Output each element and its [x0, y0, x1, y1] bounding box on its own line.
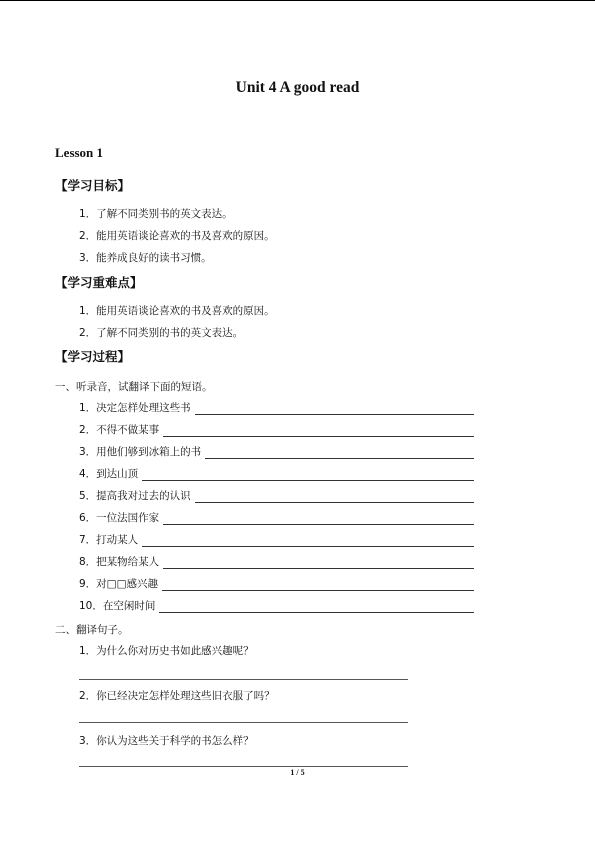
answer-blank[interactable]	[163, 556, 474, 569]
phrase-row	[79, 465, 474, 481]
key-point-item: 1．能用英语谈论喜欢的书及喜欢的原因。	[79, 305, 275, 317]
sentence-prompt: 3．你认为这些关于科学的书怎么样？	[79, 735, 254, 747]
answer-blank[interactable]	[205, 446, 474, 459]
sentence-answer-line[interactable]	[79, 679, 408, 680]
phrase-row	[79, 531, 474, 547]
header-rule	[0, 0, 595, 1]
key-point-item: 2．了解不同类别的书的英文表达。	[79, 327, 244, 339]
process-heading: 【学习过程】	[55, 349, 131, 364]
phrase-row	[79, 597, 474, 613]
phrase-row	[79, 509, 474, 525]
goal-item: 3．能养成良好的读书习惯。	[79, 252, 212, 264]
phrase-text: 8．把某物给某人	[79, 556, 160, 568]
answer-blank[interactable]	[195, 490, 474, 503]
phrase-text: 5．提高我对过去的认识	[79, 490, 191, 502]
phrase-row	[79, 487, 474, 503]
goals-heading: 【学习目标】	[55, 178, 131, 193]
phrase-row	[79, 443, 474, 459]
goal-item: 2．能用英语谈论喜欢的书及喜欢的原因。	[79, 230, 275, 242]
section-translate-phrases: 一、听录音，试翻译下面的短语。	[55, 381, 213, 393]
key-points-heading: 【学习重难点】	[55, 275, 143, 290]
phrase-row	[79, 421, 474, 437]
phrase-text: 4．到达山顶	[79, 468, 139, 480]
phrase-row	[79, 575, 474, 591]
phrase-row	[79, 553, 474, 569]
answer-blank[interactable]	[163, 512, 474, 525]
phrase-text: 2．不得不做某事	[79, 424, 160, 436]
sentence-prompt: 1．为什么你对历史书如此感兴趣呢？	[79, 645, 254, 657]
phrase-text: 7．打动某人	[79, 534, 139, 546]
page-title: Unit 4 A good read	[235, 79, 360, 96]
phrase-text: 6．一位法国作家	[79, 512, 160, 524]
answer-blank[interactable]	[195, 402, 474, 415]
sentence-answer-line[interactable]	[79, 722, 408, 723]
phrase-text: 1．决定怎样处理这些书	[79, 402, 191, 414]
goal-item: 1．了解不同类别书的英文表达。	[79, 208, 233, 220]
page-number: 1 / 5	[290, 768, 305, 777]
answer-blank[interactable]	[163, 424, 474, 437]
phrase-text: 3．用他们够到冰箱上的书	[79, 446, 202, 458]
answer-blank[interactable]	[159, 600, 474, 613]
lesson-label: Lesson 1	[55, 145, 104, 160]
phrase-row	[79, 399, 474, 415]
phrase-text: 9．对□□感兴趣	[79, 578, 159, 590]
answer-blank[interactable]	[162, 578, 474, 591]
sentence-prompt: 2．你已经决定怎样处理这些旧衣服了吗？	[79, 690, 275, 702]
answer-blank[interactable]	[142, 468, 474, 481]
answer-blank[interactable]	[142, 534, 474, 547]
section-translate-sentences: 二、翻译句子。	[55, 624, 129, 636]
phrase-text: 10．在空闲时间	[79, 600, 156, 612]
sentence-answer-line[interactable]	[79, 766, 408, 767]
